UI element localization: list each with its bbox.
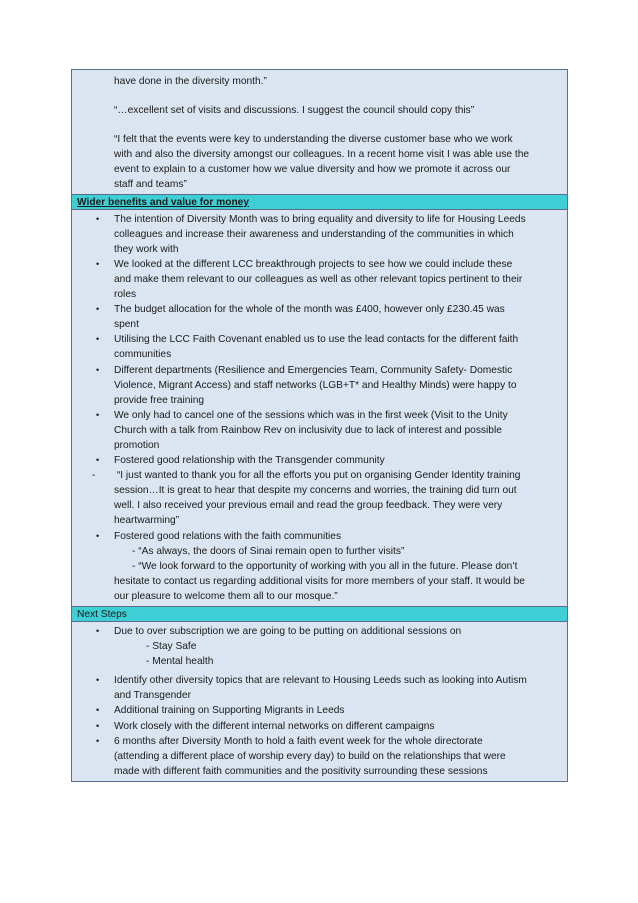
list-item bbox=[72, 703, 561, 718]
list-item-line: Fostered good relations with the faith communities bbox=[114, 530, 342, 542]
list-item-line: Violence, Migrant Access) and staff networks (LGB+T* and Healthy Minds) were happy to bbox=[114, 379, 517, 391]
council-quote: “…excellent set of visits and discussions. I suggest the council should copy this” bbox=[114, 105, 475, 117]
list-item-line: roles bbox=[114, 289, 137, 301]
list-item-line: Different departments (Resilience and Emergencies Team, Community Safety- Domestic bbox=[114, 364, 513, 376]
list-item-line: Additional training on Supporting Migrants in Leeds bbox=[114, 705, 345, 717]
events-quote-line: staff and teams” bbox=[114, 179, 187, 191]
transgender-quote bbox=[72, 468, 561, 528]
feedback-quotes-cell bbox=[72, 70, 567, 195]
bullet-icon: • bbox=[96, 258, 100, 269]
events-quote-line: event to explain to a customer how we value diversity and how we promote it across our bbox=[114, 164, 511, 176]
list-item-line: spent bbox=[114, 319, 139, 331]
bullet-icon: • bbox=[96, 213, 100, 224]
sub-item: - Mental health bbox=[146, 656, 214, 668]
bullet-icon: • bbox=[96, 735, 100, 746]
list-item-line: Fostered good relationship with the Transgender community bbox=[114, 455, 385, 467]
list-item-line: The budget allocation for the whole of the month was £400, however only £230.45 was bbox=[114, 304, 505, 316]
list-item-line: promotion bbox=[114, 439, 160, 451]
dash-marker: - bbox=[92, 470, 96, 482]
list-item-line: (attending a different place of worship every day) to build on the relationships that were bbox=[114, 750, 506, 762]
list-item bbox=[72, 453, 561, 468]
quote-line: session…It is great to hear that despite my concerns and worries, the training did turn out bbox=[114, 485, 517, 497]
list-item bbox=[72, 529, 561, 544]
wider-benefits-cell bbox=[72, 210, 567, 607]
list-item-line: Identify other diversity topics that are relevant to Housing Leeds such as looking into Autism bbox=[114, 675, 527, 687]
quote-line: heartwarming” bbox=[114, 515, 180, 527]
list-item-line: 6 months after Diversity Month to hold a faith event week for the whole directorate bbox=[114, 735, 483, 747]
next-steps-cell bbox=[72, 622, 567, 781]
next-steps-heading: Next Steps bbox=[72, 607, 567, 622]
bullet-icon: • bbox=[96, 705, 100, 716]
list-item bbox=[72, 673, 561, 703]
faith-quote-mosque: - “We look forward to the opportunity of working with you all in the future. Please don’t bbox=[132, 560, 518, 572]
list-item-line: made with different faith communities and the positivity surrounding these sessions bbox=[114, 765, 488, 777]
events-quote-line: “I felt that the events were key to understanding the diverse customer base who we work bbox=[114, 134, 513, 146]
list-item bbox=[72, 408, 561, 453]
bullet-icon: • bbox=[96, 364, 100, 375]
bullet-icon: • bbox=[96, 409, 100, 420]
faith-quote-mosque-cont bbox=[72, 574, 567, 604]
bullet-icon: • bbox=[96, 530, 100, 541]
bullet-icon: • bbox=[96, 334, 100, 345]
list-item bbox=[72, 212, 561, 257]
list-item-line: colleagues and increase their awareness and understanding of the communities in which bbox=[114, 228, 514, 240]
list-item-line: Utilising the LCC Faith Covenant enabled us to use the lead contacts for the different faith bbox=[114, 334, 519, 346]
bullet-icon: • bbox=[96, 455, 100, 466]
list-item-line: and make them relevant to our colleagues as well as other relevant topics pertinent to their bbox=[114, 273, 523, 285]
events-quote-line: with and also the diversity amongst our colleagues. In a recent home visit I was able use the bbox=[114, 149, 530, 161]
next-steps-list bbox=[72, 622, 567, 639]
list-item-line: communities bbox=[114, 349, 172, 361]
list-item-line: We looked at the different LCC breakthrough projects to see how we could include these bbox=[114, 258, 513, 270]
quote-line: hesitate to contact us regarding additional visits for more members of your staff. It would be bbox=[114, 575, 525, 587]
faith-quote-sinai: - “As always, the doors of Sinai remain open to further visits” bbox=[132, 545, 405, 557]
quote-line: well. I also received your previous email and read the group feedback. They were very bbox=[114, 500, 503, 512]
list-item bbox=[72, 719, 561, 734]
list-item-line: they work with bbox=[114, 243, 179, 255]
next-steps-list-cont bbox=[72, 669, 567, 779]
quote-line: “I just wanted to thank you for all the efforts you put on organising Gender Identity training bbox=[114, 470, 521, 482]
list-item-line: Due to over subscription we are going to be putting on additional sessions on bbox=[114, 626, 462, 637]
list-item-line: We only had to cancel one of the sessions which was in the first week (Visit to the Unity bbox=[114, 409, 508, 421]
sub-item: - Stay Safe bbox=[146, 641, 197, 653]
quote-line: our pleasure to welcome them all to our mosque.” bbox=[114, 590, 338, 602]
list-item-line: and Transgender bbox=[114, 690, 192, 702]
bullet-icon: • bbox=[96, 626, 100, 636]
wider-benefits-heading: Wider benefits and value for money bbox=[72, 195, 567, 210]
bullet-icon: • bbox=[96, 304, 100, 315]
list-item bbox=[72, 734, 561, 779]
list-item-line: provide free training bbox=[114, 394, 205, 406]
list-item bbox=[72, 257, 561, 302]
list-item bbox=[72, 624, 561, 639]
bullet-icon: • bbox=[96, 675, 100, 686]
bullet-icon: • bbox=[96, 720, 100, 731]
list-item-line: The intention of Diversity Month was to bring equality and diversity to life for Housing Leeds bbox=[114, 213, 526, 225]
quote-continuation: have done in the diversity month.” bbox=[114, 76, 267, 87]
wider-benefits-list bbox=[72, 210, 567, 544]
list-item-line: Church with a talk from Rainbow Rev on inclusivity due to lack of interest and possible bbox=[114, 424, 502, 436]
list-item bbox=[72, 363, 561, 408]
list-item-line: Work closely with the different internal networks on different campaigns bbox=[114, 720, 435, 732]
report-table bbox=[71, 69, 568, 782]
list-item bbox=[72, 302, 561, 332]
list-item bbox=[72, 332, 561, 362]
